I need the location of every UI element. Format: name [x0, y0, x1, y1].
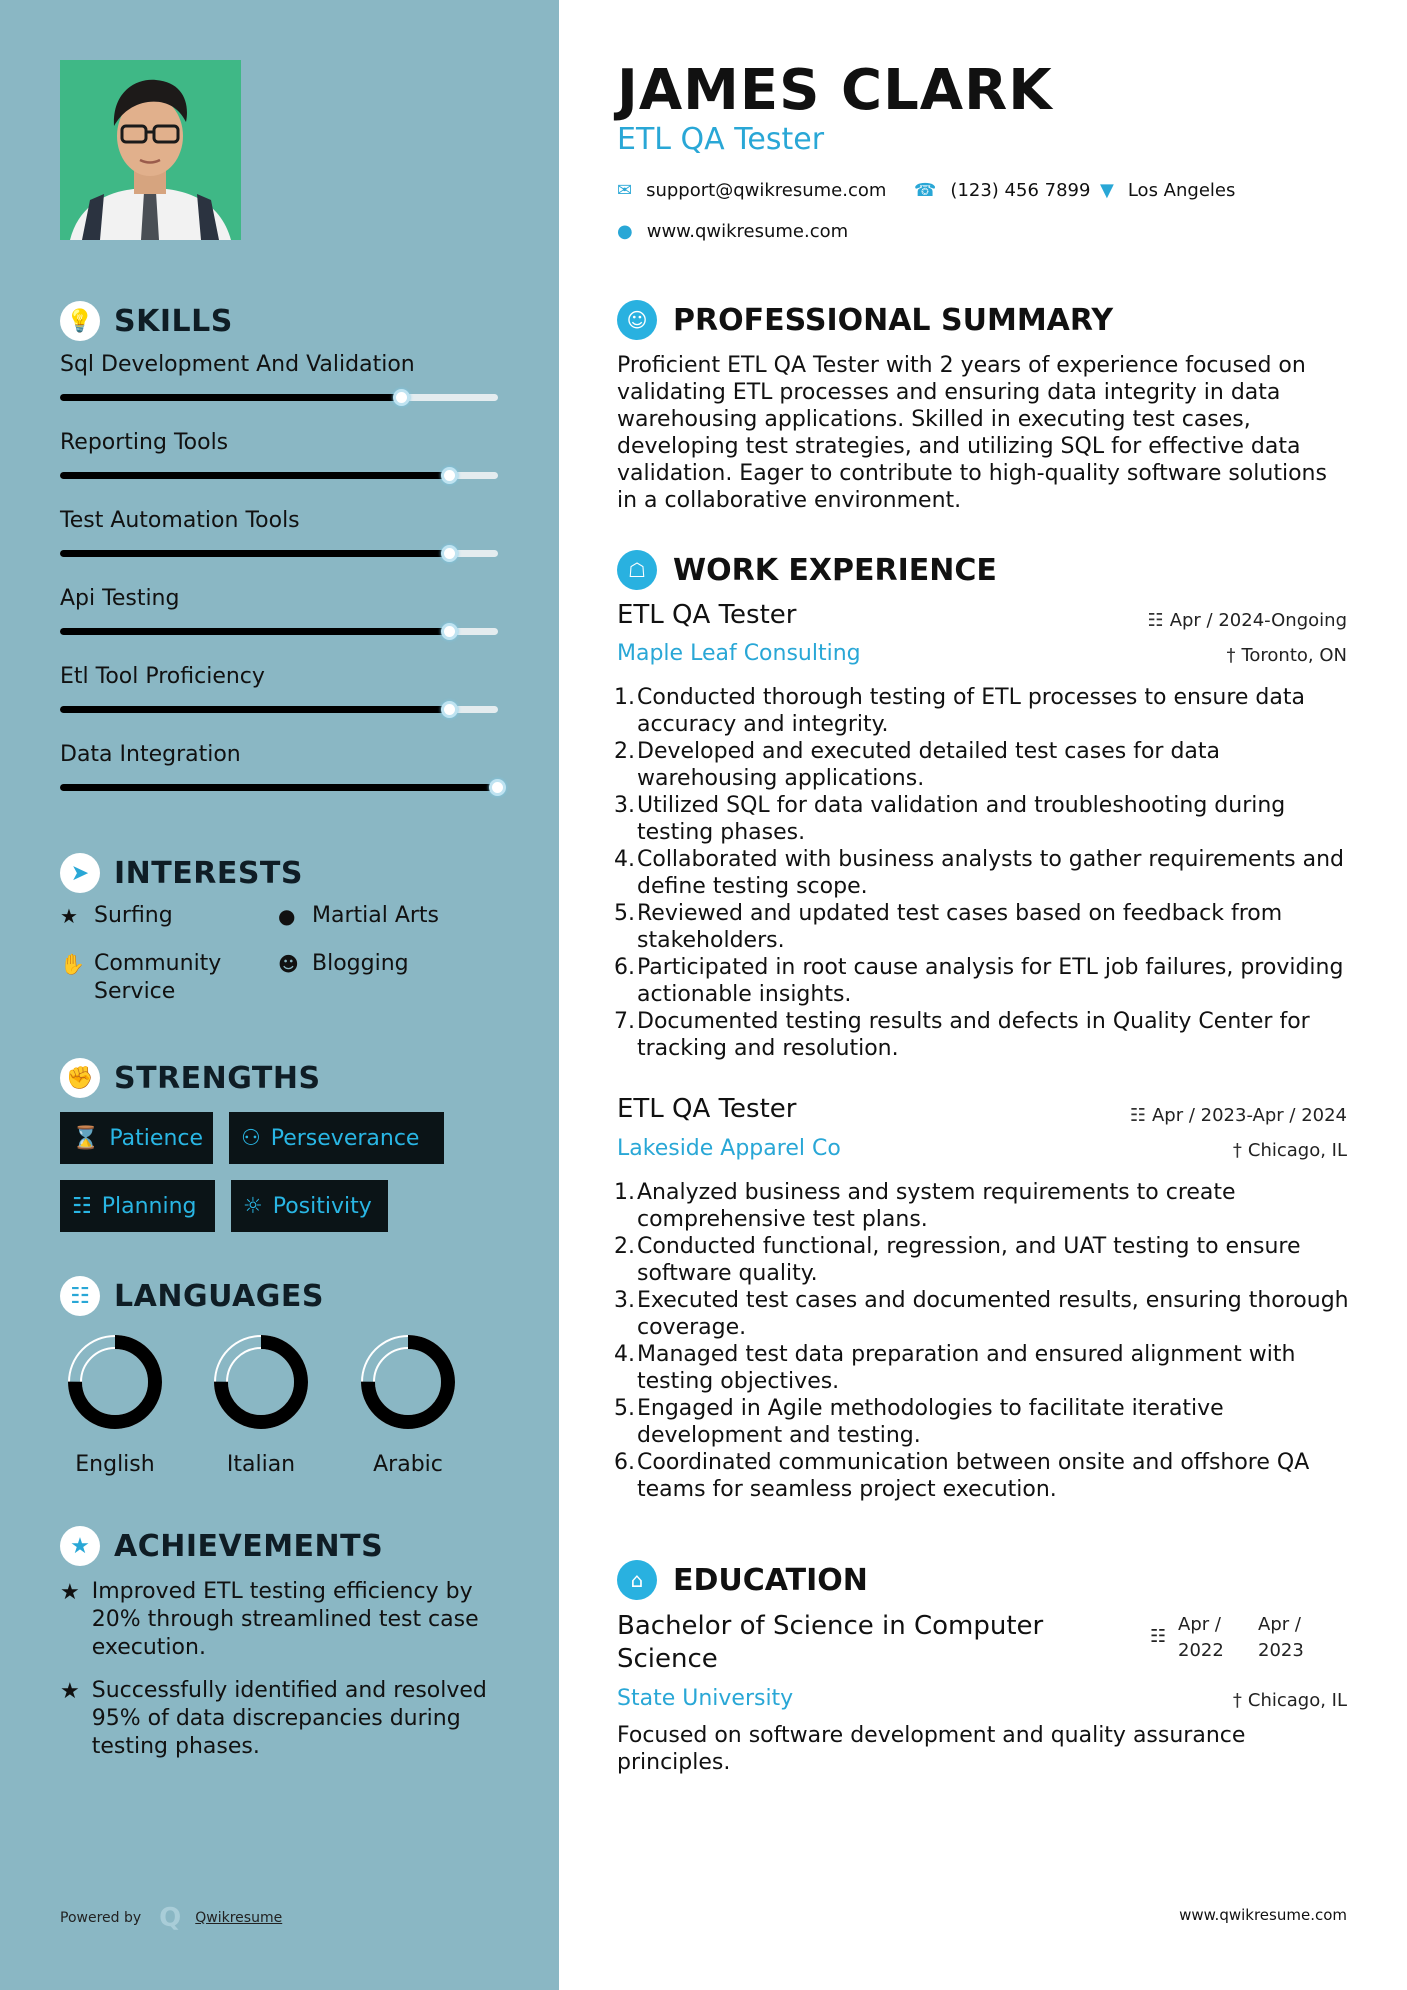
job-title: ETL QA Tester [617, 1094, 797, 1124]
user-icon: ☺ [617, 300, 657, 340]
language-donut [65, 1332, 165, 1432]
list-item: 2. Developed and executed detailed test cases for data warehousing applications. [614, 739, 1221, 791]
list-item: 7. Documented testing results and defects in Quality Center for tracking and resolution. [614, 1009, 1310, 1061]
skill-row [60, 742, 500, 767]
calendar-icon: ☷ [1150, 1626, 1167, 1647]
lightbulb-icon: 💡 [60, 301, 100, 341]
school-location: † Chicago, IL [1232, 1690, 1347, 1711]
list-item: 5. Engaged in Agile methodologies to facilitate iterative development and testing. [614, 1396, 1224, 1448]
skill-bar [60, 394, 498, 401]
briefcase-icon: ☖ [617, 550, 657, 590]
qwikresume-logo-icon: Q [159, 1903, 182, 1933]
list-item: 5. Reviewed and updated test cases based on feedback from stakeholders. [614, 901, 1283, 953]
education-end: Apr / 2023 [1258, 1614, 1304, 1661]
job-company: Lakeside Apparel Co [617, 1136, 841, 1161]
summary-text: Proficient ETL QA Tester with 2 years of experience focused on validating ETL processes and ensuring data integrity in data warehousing applications. Skilled in executing test cases, developing test strategies, and utilizing SQL for effective data validation. Eager to contribute to high-quality software solutions in a collaborative environment. [617, 353, 1327, 513]
language-label: Arabic [373, 1452, 443, 1477]
job-bullets [611, 684, 1357, 1062]
skill-row [60, 508, 500, 533]
binoculars-icon: ⚇ [241, 1125, 261, 1151]
hand-icon: ✋ [60, 952, 85, 976]
language-donut [358, 1332, 458, 1432]
language-label: Italian [226, 1452, 296, 1477]
job-location: † Toronto, ON [1226, 645, 1347, 666]
list-item: 4. Managed test data preparation and ensured alignment with testing objectives. [614, 1342, 1296, 1394]
strengths-heading: ✊ STRENGTHS [60, 1057, 321, 1099]
list-item: 1. Conducted thorough testing of ETL processes to ensure data accuracy and integrity. [614, 685, 1305, 737]
calendar-icon: ☷ [1147, 610, 1164, 631]
strength-chip: ⚇ Perseverance [229, 1112, 444, 1164]
star-icon: ★ [60, 904, 78, 928]
skill-label: Reporting Tools [60, 430, 229, 455]
job-dates: ☷ Apr / 2024-Ongoing [1147, 610, 1347, 631]
envelope-icon: ✉ [617, 180, 633, 201]
sidebar [0, 0, 559, 1990]
skill-bar-knob [441, 623, 458, 640]
contact-location: ▼ Los Angeles [1100, 180, 1236, 201]
skills-heading: 💡 SKILLS [60, 300, 233, 342]
phone-icon: ☎ [914, 180, 937, 201]
skill-label: Test Automation Tools [60, 508, 300, 533]
achievements-heading: ★ ACHIEVEMENTS [60, 1525, 383, 1567]
school-name: State University [617, 1686, 794, 1711]
skill-bar-fill [60, 550, 450, 557]
powered-by: Powered by Q Qwikresume [60, 1903, 283, 1933]
list-item: 2. Conducted functional, regression, and UAT testing to ensure software quality. [614, 1234, 1301, 1286]
skill-label: Etl Tool Proficiency [60, 664, 265, 689]
fist-icon: ✊ [60, 1058, 100, 1098]
skill-bar [60, 784, 498, 791]
skill-row [60, 586, 500, 611]
contact-email[interactable]: ✉ support@qwikresume.com [617, 180, 887, 201]
skill-bar-fill [60, 706, 450, 713]
education-heading: ⌂ EDUCATION [617, 1560, 868, 1600]
skill-label: Sql Development And Validation [60, 352, 415, 377]
job-dates: ☷ Apr / 2023-Apr / 2024 [1129, 1105, 1347, 1126]
skill-bar [60, 706, 498, 713]
globe-icon: ● [617, 221, 633, 242]
skill-label: Api Testing [60, 586, 180, 611]
pin-icon: † [1226, 645, 1236, 666]
skill-bar-knob [441, 467, 458, 484]
list-item: 6. Participated in root cause analysis for ETL job failures, providing actionable insights. [614, 955, 1344, 1007]
language-label: English [75, 1452, 155, 1477]
list-item: 4. Collaborated with business analysts to gather requirements and define testing scope. [614, 847, 1344, 899]
skill-bar-knob [393, 389, 410, 406]
shooting-star-icon: ★ [60, 1580, 80, 1605]
calendar-icon: ☷ [72, 1193, 92, 1219]
list-item: 6. Coordinated communication between onsite and offshore QA teams for seamless project execution. [614, 1450, 1310, 1502]
skill-bar-fill [60, 394, 402, 401]
achievement-item: ★ Successfully identified and resolved 95% of data discrepancies during testing phases. [60, 1678, 487, 1759]
achievement-item: ★ Improved ETL testing efficiency by 20% through streamlined test case execution. [60, 1579, 479, 1660]
summary-heading: ☺ PROFESSIONAL SUMMARY [617, 300, 1113, 340]
pin-icon: † [1232, 1140, 1242, 1161]
contact-website[interactable]: ● www.qwikresume.com [617, 221, 849, 242]
skill-row [60, 430, 500, 455]
degree-title: Bachelor of Science in Computer Science [617, 1611, 1044, 1674]
skill-bar-knob [441, 545, 458, 562]
users-icon: ☻ [278, 952, 299, 976]
skill-bar-fill [60, 784, 498, 791]
skill-bar-fill [60, 628, 450, 635]
skill-row [60, 352, 500, 377]
calendar-icon: ☷ [1129, 1105, 1146, 1126]
list-item: 1. Analyzed business and system requirements to create comprehensive test plans. [614, 1180, 1236, 1232]
paper-plane-icon: ➤ [60, 853, 100, 893]
skill-bar [60, 472, 498, 479]
skill-bar [60, 628, 498, 635]
sun-icon: ☼ [243, 1193, 263, 1219]
map-pin-icon: ▼ [1100, 180, 1114, 201]
globe-icon: ● [278, 904, 296, 928]
job-title: ETL QA Tester [617, 600, 797, 630]
star-badge-icon: ★ [60, 1526, 100, 1566]
skill-bar [60, 550, 498, 557]
list-item: 3. Utilized SQL for data validation and troubleshooting during testing phases. [614, 793, 1286, 845]
interest-item: ✋ Community Service [60, 951, 222, 1004]
education-start: ☷ Apr / 2022 [1150, 1614, 1224, 1661]
job-bullets [611, 1179, 1357, 1503]
shooting-star-icon: ★ [60, 1679, 80, 1704]
id-card-icon: ☷ [60, 1276, 100, 1316]
candidate-role: ETL QA Tester [617, 122, 825, 157]
language-donut [211, 1332, 311, 1432]
strength-chip: ☼ Positivity [231, 1180, 388, 1232]
skill-row [60, 664, 500, 689]
interest-item: ★ Surfing [60, 903, 173, 928]
skill-bar-fill [60, 472, 450, 479]
list-item: 3. Executed test cases and documented results, ensuring thorough coverage. [614, 1288, 1349, 1340]
interest-item: ☻ Blogging [278, 951, 409, 976]
profile-photo [60, 60, 241, 240]
contact-phone[interactable]: ☎ (123) 456 7899 [914, 180, 1091, 201]
interests-heading: ➤ INTERESTS [60, 852, 303, 894]
languages-heading: ☷ LANGUAGES [60, 1275, 324, 1317]
interest-item: ● Martial Arts [278, 903, 440, 928]
footer-website[interactable]: www.qwikresume.com [1179, 1906, 1347, 1924]
skill-bar-knob [441, 701, 458, 718]
job-location: † Chicago, IL [1232, 1140, 1347, 1161]
strength-chip: ☷ Planning [60, 1180, 215, 1232]
experience-heading: ☖ WORK EXPERIENCE [617, 550, 997, 590]
strength-chip: ⌛ Patience [60, 1112, 213, 1164]
hourglass-icon: ⌛ [72, 1125, 100, 1151]
candidate-name: JAMES CLARK [617, 58, 1053, 123]
qwikresume-link[interactable]: Qwikresume [195, 1910, 283, 1926]
pin-icon: † [1232, 1690, 1242, 1711]
skill-label: Data Integration [60, 742, 241, 767]
job-company: Maple Leaf Consulting [617, 641, 861, 666]
graduation-cap-icon: ⌂ [617, 1560, 657, 1600]
education-description: Focused on software development and quality assurance principles. [617, 1723, 1246, 1775]
skill-bar-knob [489, 779, 506, 796]
